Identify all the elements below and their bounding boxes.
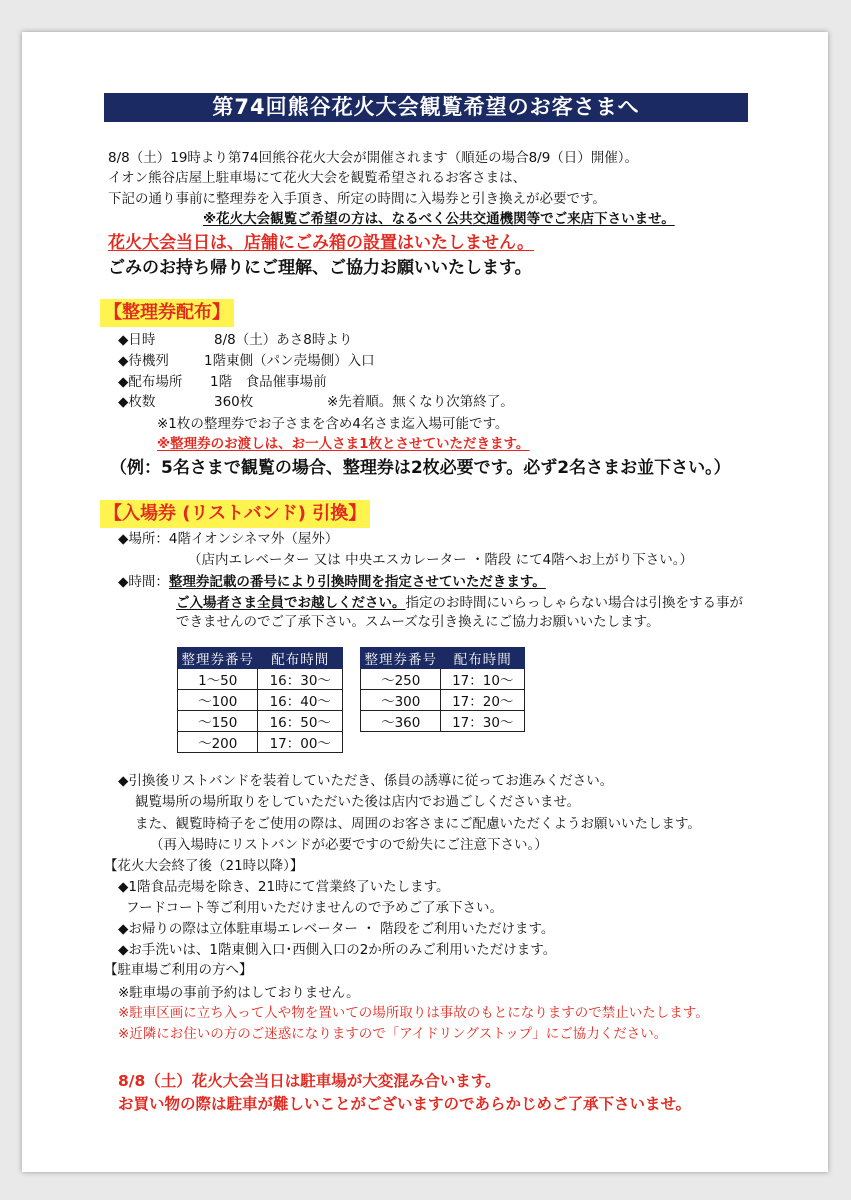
schedule-table-2 <box>360 647 525 732</box>
exchange-access: （店内エレベーター 又は 中央エスカレーター ・階段 にて4階へお上がり下さい。） <box>188 552 694 568</box>
table-row <box>178 732 343 753</box>
ticket-number-cell: ～360 <box>361 711 441 732</box>
item-value-date: 8/8（土）あさ8時より <box>214 332 353 348</box>
parking-warning-2: ※近隣にお住いの方のご迷惑になりますので「アイドリングストップ」にご協力ください。 <box>118 1026 668 1042</box>
exchange-time <box>118 572 546 592</box>
exchange-attend <box>176 593 743 613</box>
item-value-count: 360枚 <box>214 394 254 410</box>
table-row <box>361 669 525 690</box>
time-cell: 17：10～ <box>441 669 525 690</box>
after-event-line-3: ◆お帰りの際は立体駐車場エレベーター ・ 階段をご利用いただけます。 <box>118 921 555 937</box>
intro-line-1: 8/8（土）19時より第74回熊谷花火大会が開催されます（順延の場合8/9（日）開催）。 <box>108 150 639 166</box>
ticket-number-cell: ～200 <box>178 732 258 753</box>
footer-line-1: 8/8（土）花火大会当日は駐車場が大変混み合います。 <box>118 1072 501 1090</box>
item-note-count: ※先着順。無くなり次第終了。 <box>327 394 514 410</box>
exchange-attend-line-2: できませんのでご了承下さい。スムーズな引き換えにご協力お願いいたします。 <box>176 614 660 630</box>
after-event-heading: 【花火大会終了後（21時以降）】 <box>104 858 304 874</box>
ticket-number-cell: ～150 <box>178 711 258 732</box>
ticket-distribution-heading: 【整理券配布】 <box>100 299 234 327</box>
intro-line-3: 下記の通り事前に整理券を入手頂き、所定の時間に入場券と引き換えが必要です。 <box>108 191 606 207</box>
time-cell: 16：30～ <box>258 669 343 690</box>
transit-note: ※花火大会観覧ご希望の方は、なるべく公共交通機関等でご来店下さいませ。 <box>203 211 675 227</box>
after-exchange-line-1: ◆引換後リストバンドを装着していただき、係員の誘導に従ってお進みください。 <box>118 773 614 789</box>
time-cell: 17：00～ <box>258 732 343 753</box>
item-label-location: ◆配布場所 <box>118 374 183 390</box>
exchange-time-value: 整理券記載の番号により引換時間を指定させていただきます。 <box>168 574 546 590</box>
after-exchange-line-2: 観覧場所の場所取りをしていただいた後は店内でお過ごしくださいませ。 <box>135 794 581 810</box>
item-label-count: ◆枚数 <box>118 394 156 410</box>
wristband-exchange-heading: 【入場券 (リストバンド) 引換】 <box>100 500 370 528</box>
after-exchange-line-4: （再入場時にリストバンドが必要ですので紛失にご注意下さい。） <box>150 837 548 853</box>
table-header-row <box>361 648 525 669</box>
header-ticket-number: 整理券番号 <box>361 648 441 669</box>
ticket-number-cell: ～300 <box>361 690 441 711</box>
item-value-location: 1階 食品催事場前 <box>210 374 327 390</box>
table-row <box>361 711 525 732</box>
item-value-queue: 1階東側（パン売場側）入口 <box>204 353 375 369</box>
after-event-line-4: ◆お手洗いは、1階東側入口･西側入口の2か所のみご利用いただけます。 <box>118 942 557 958</box>
exchange-place: ◆場所：4階イオンシネマ外（屋外） <box>118 531 339 547</box>
after-event-line-1: ◆1階食品売場を除き、21時にて営業終了いたします。 <box>118 879 450 895</box>
attend-rest: 指定のお時間にいらっしゃらない場合は引換をする事が <box>405 595 743 611</box>
ticket-number-cell: ～100 <box>178 690 258 711</box>
time-cell: 17：20～ <box>441 690 525 711</box>
table-row <box>361 690 525 711</box>
header-distribution-time: 配布時間 <box>258 648 343 669</box>
intro-line-2: イオン熊谷店屋上駐車場にて花火大会を観覧希望されるお客さまは、 <box>108 170 527 186</box>
header-ticket-number: 整理券番号 <box>178 648 258 669</box>
table-row <box>178 669 343 690</box>
schedule-table-1 <box>177 647 343 753</box>
trash-notice: 花火大会当日は、店舗にごみ箱の設置はいたしません。 <box>108 233 535 253</box>
after-event-line-2: フードコート等ご利用いただけませんので予めご了承下さい。 <box>126 900 504 916</box>
limit-note: ※整理券のお渡しは、お一人さま1枚とさせていただきます。 <box>157 436 530 452</box>
footer-line-2: お買い物の際は駐車が難しいことがございますのであらかじめご了承下さいませ。 <box>118 1095 692 1113</box>
table-row <box>178 711 343 732</box>
parking-note: ※駐車場の事前予約はしておりません。 <box>118 985 360 1001</box>
after-exchange-line-3: また、観覧時椅子をご使用の際は、周囲のお客さまにご配慮いただくようお願いいたします。 <box>135 816 701 832</box>
time-cell: 16：50～ <box>258 711 343 732</box>
time-cell: 17：30～ <box>441 711 525 732</box>
exchange-time-label: ◆時間： <box>118 574 169 590</box>
header-distribution-time: 配布時間 <box>441 648 525 669</box>
item-label-date: ◆日時 <box>118 332 156 348</box>
attend-emphasis: ご入場者さま全員でお越しください。 <box>176 595 406 611</box>
table-row <box>178 690 343 711</box>
group-note: ※1枚の整理券でお子さまを含め4名さま迄入場可能です。 <box>157 416 509 432</box>
ticket-number-cell: ～250 <box>361 669 441 690</box>
parking-warning-1: ※駐車区画に立ち入って人や物を置いての場所取りは事故のもとになりますので禁止いたします。 <box>118 1005 709 1021</box>
trash-request: ごみのお持ち帰りにご理解、ご協力お願いいたします。 <box>108 258 532 278</box>
table-header-row <box>178 648 343 669</box>
item-label-queue: ◆待機列 <box>118 353 169 369</box>
parking-heading: 【駐車場ご利用の方へ】 <box>104 962 253 978</box>
ticket-number-cell: 1～50 <box>178 669 258 690</box>
page-title: 第74回熊谷花火大会観覧希望のお客さまへ <box>104 93 748 122</box>
example-note: （例：5名さまで観覧の場合、整理券は2枚必要です。必ず2名さまお並下さい。） <box>110 458 731 478</box>
time-cell: 16：40～ <box>258 690 343 711</box>
